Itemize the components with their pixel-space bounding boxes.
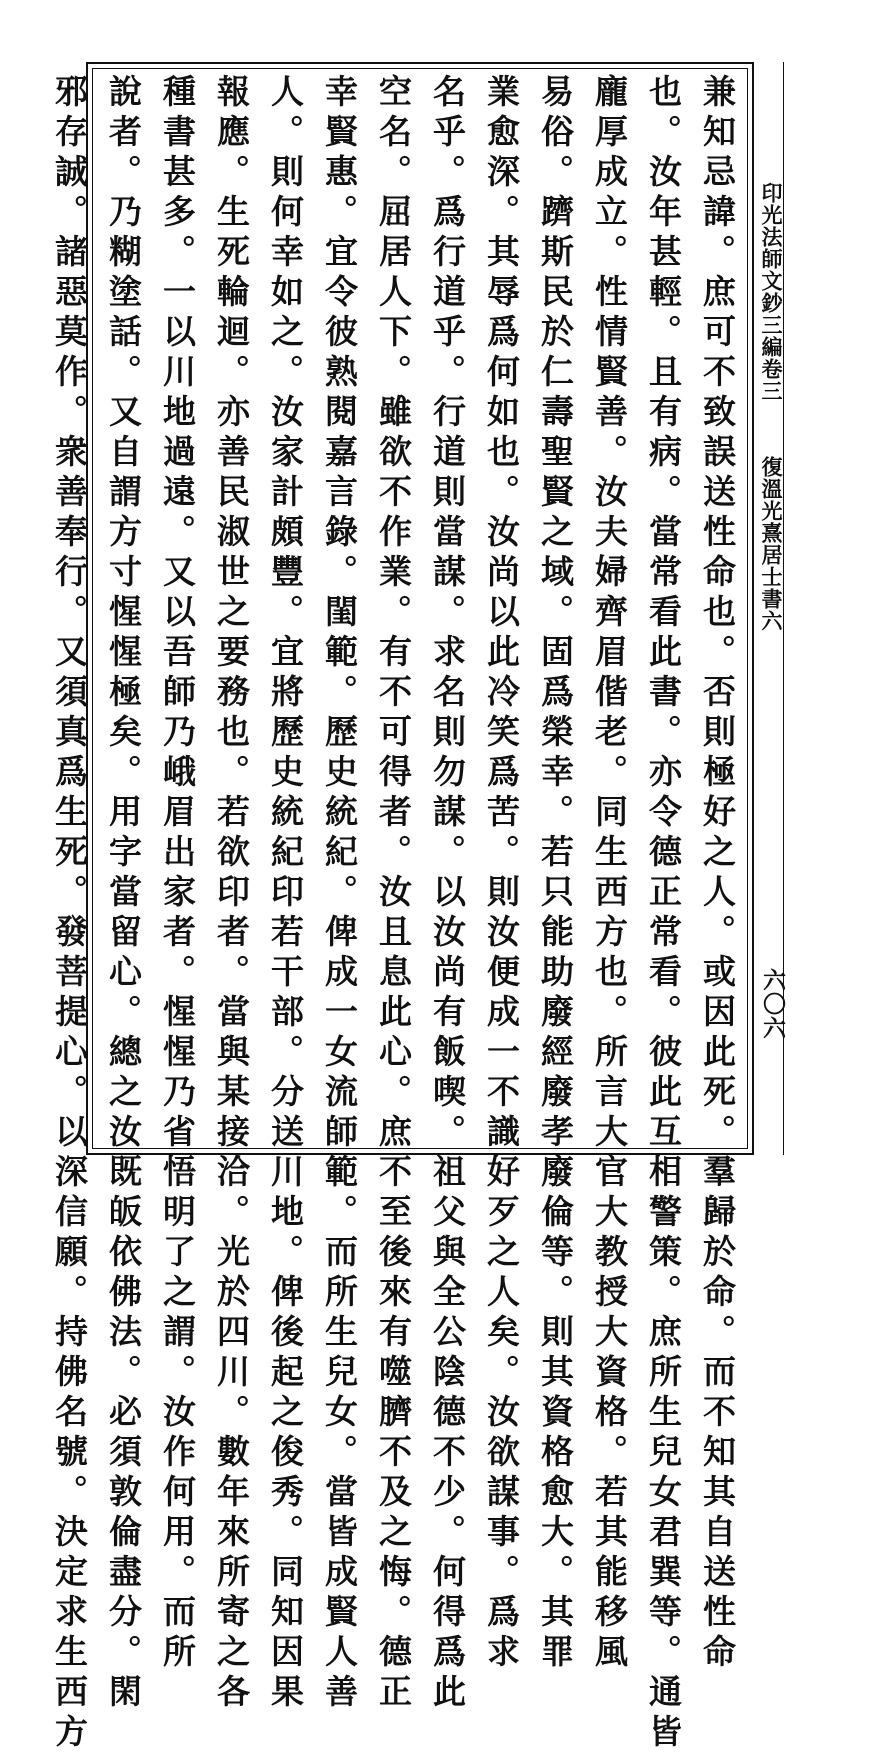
text-column-5: 業愈深。其辱爲何如也。汝尚以此冷笑爲苦。則汝便成一不識好歹之人矣。汝欲謀事。爲求 xyxy=(482,74,521,1674)
text-column-12: 說者。乃糊塗話。又自謂方寸惺惺極矣。用字當留心。總之汝既皈依佛法。必須敦倫盡分。閑 xyxy=(104,74,143,1714)
text-column-9: 人。則何幸如之。汝家計頗豐。宜將歷史統紀印若干部。分送川地。俾後起之俊秀。同知因果 xyxy=(266,74,305,1714)
book-title: 印光法師文鈔三編卷三 xyxy=(759,182,784,402)
text-column-6: 名乎。爲行道乎。行道則當謀。求名則勿謀。以汝尚有飯喫。祖父與全公陰德不少。何得爲此 xyxy=(428,74,467,1714)
body-text xyxy=(50,74,744,1754)
section-title: 復溫光熹居士書六 xyxy=(759,456,784,632)
text-column-8: 幸賢惠。宜令彼熟閱嘉言錄。閨範。歷史統紀。俾成一女流師範。而所生兒女。當皆成賢人善 xyxy=(320,74,359,1714)
text-column-11: 種書甚多。一以川地過遠。又以吾師乃峨眉出家者。惺惺乃省悟明了之謂。汝作何用。而所 xyxy=(158,74,197,1674)
text-column-4: 易俗。躋斯民於仁壽聖賢之域。固爲榮幸。若只能助廢經廢孝廢倫等。則其資格愈大。其罪 xyxy=(536,74,575,1674)
text-column-1: 兼知忌諱。庶可不致誤送性命也。否則極好之人。或因此死。羣歸於命。而不知其自送性命 xyxy=(698,74,737,1674)
text-column-2: 也。汝年甚輕。且有病。當常看此書。亦令德正常看。彼此互相警策。庶所生兒女君巽等。通皆 xyxy=(644,74,683,1754)
text-column-13: 邪存誠。諸惡莫作。衆善奉行。又須真爲生死。發菩提心。以深信願。持佛名號。決定求生西方 xyxy=(50,74,89,1754)
text-column-3: 龐厚成立。性情賢善。汝夫婦齊眉偕老。同生西方也。所言大官大教授大資格。若其能移風 xyxy=(590,74,629,1674)
text-column-7: 空名。屈居人下。雖欲不作業。有不可得者。汝且息此心。庶不至後來有噬臍不及之悔。德正 xyxy=(374,74,413,1714)
page-number: 六〇六 xyxy=(759,968,786,1040)
text-column-10: 報應。生死輪迴。亦善民淑世之要務也。若欲印者。當與某接洽。光於四川。數年來所寄之各 xyxy=(212,74,251,1714)
